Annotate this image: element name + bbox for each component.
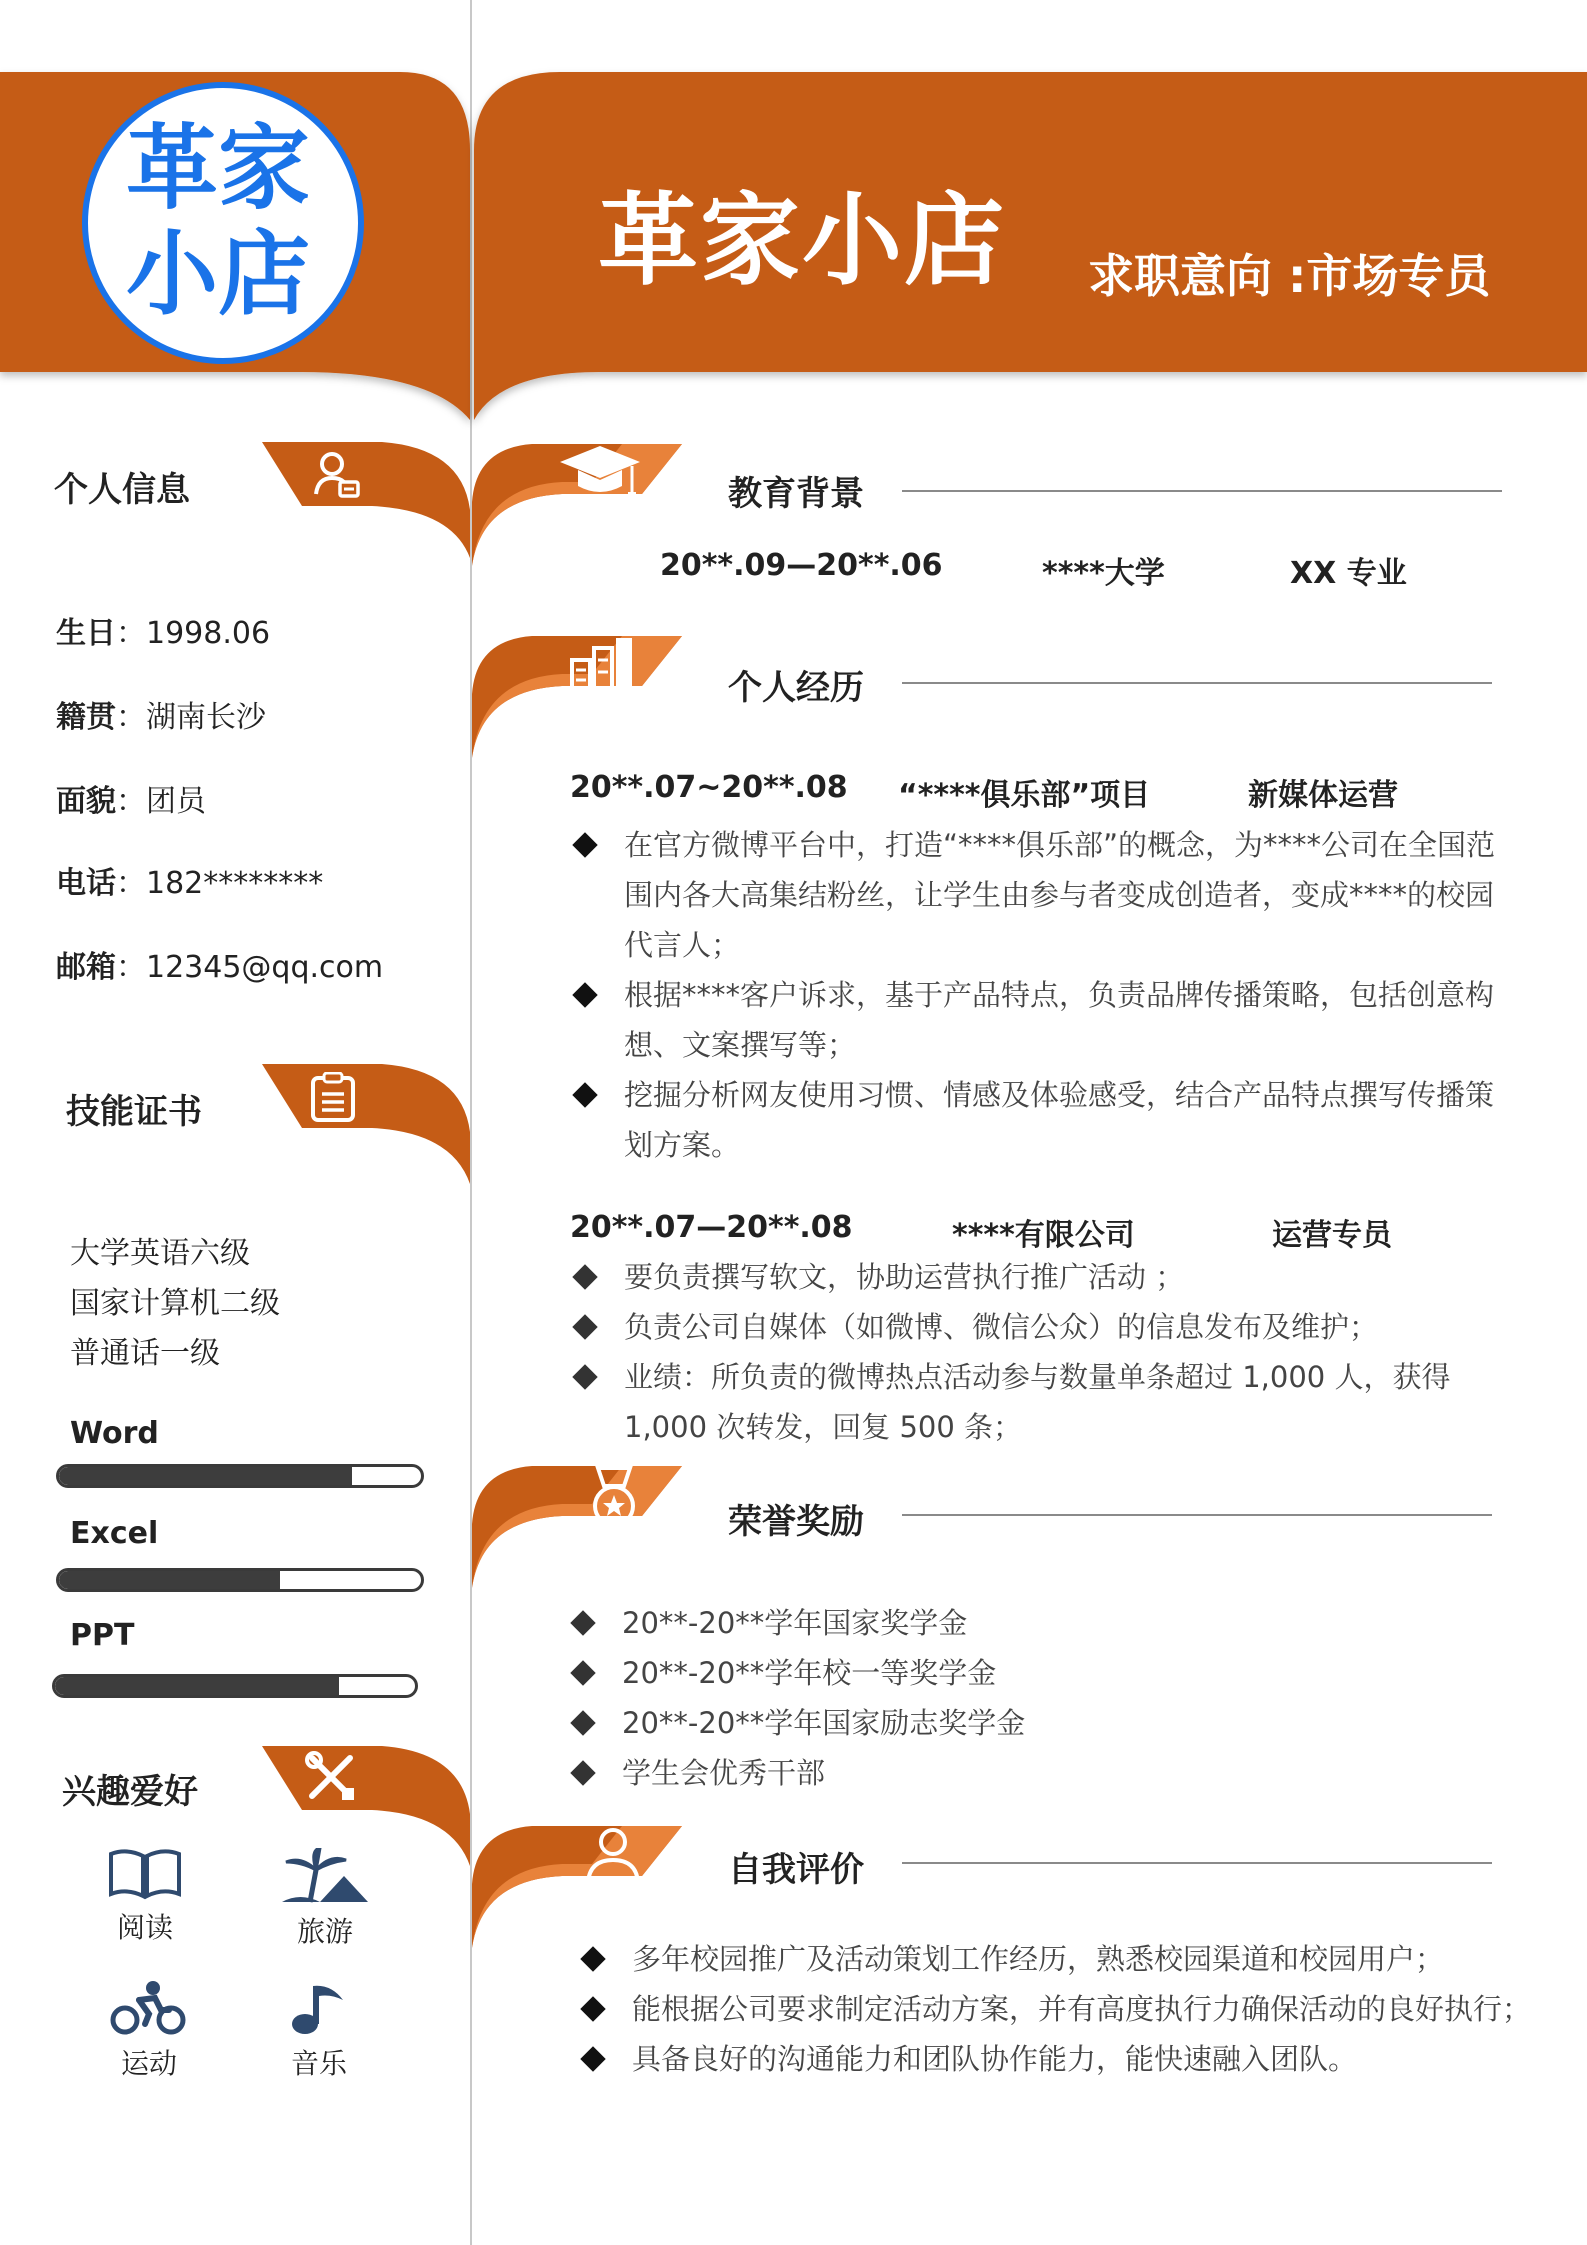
logo-circle bbox=[82, 82, 364, 364]
hobby-travel bbox=[270, 1848, 380, 1950]
diamond-bullet-icon bbox=[572, 982, 597, 1007]
info-label: 面貌 bbox=[56, 784, 116, 819]
section-title-self-eval: 自我评价 bbox=[728, 1850, 864, 1890]
diamond-bullet-icon bbox=[572, 832, 597, 857]
self-eval-text: 具备良好的沟通能力和团队协作能力，能快速融入团队。 bbox=[632, 2042, 1358, 2076]
section-title-skills: 技能证书 bbox=[66, 1092, 202, 1132]
buildings-icon bbox=[568, 636, 636, 698]
section-tab-honors bbox=[472, 1464, 686, 1590]
list-item bbox=[570, 1748, 1470, 1798]
bullet-text: 业绩：所负责的微博热点活动参与数量单条超过 1,000 人，获得 1,000 次转发，回复 500 条； bbox=[624, 1360, 1451, 1444]
list-item bbox=[572, 1352, 1512, 1452]
candidate-name: 革家小店 bbox=[598, 182, 1006, 299]
hobby-label: 音乐 bbox=[290, 2047, 347, 2080]
hobby-reading bbox=[90, 1848, 200, 1946]
self-eval-list bbox=[580, 1934, 1570, 2084]
list-item bbox=[572, 1302, 1512, 1352]
info-birthday bbox=[56, 608, 270, 652]
self-eval-text: 能根据公司要求制定活动方案，并有高度执行力确保活动的良好执行； bbox=[632, 1992, 1532, 2026]
skill-label-ppt: PPT bbox=[70, 1618, 135, 1653]
graduation-cap-icon bbox=[558, 442, 642, 506]
info-value: ：182******** bbox=[116, 866, 324, 901]
book-icon bbox=[107, 1848, 183, 1900]
job-intent: 求职意向 :市场专员 bbox=[1088, 249, 1491, 303]
diamond-bullet-icon bbox=[570, 1610, 595, 1635]
honor-text: 学生会优秀干部 bbox=[622, 1756, 826, 1790]
diamond-bullet-icon bbox=[570, 1710, 595, 1735]
bullet-text: 要负责撰写软文，协助运营执行推广活动 ； bbox=[624, 1260, 1185, 1294]
job-org: ****有限公司 bbox=[952, 1218, 1135, 1253]
list-item bbox=[570, 1598, 1470, 1648]
logo-text-bottom: 小店 bbox=[126, 220, 311, 328]
skill-bar-fill bbox=[59, 1467, 352, 1485]
cert-item: 国家计算机二级 bbox=[70, 1286, 280, 1321]
list-item bbox=[580, 2034, 1570, 2084]
job-bullet-list bbox=[572, 820, 1512, 1170]
diamond-bullet-icon bbox=[572, 1314, 597, 1339]
island-icon bbox=[280, 1848, 370, 1904]
medal-icon bbox=[590, 1466, 638, 1532]
info-value: ：团员 bbox=[116, 784, 206, 819]
section-title-experience: 个人经历 bbox=[728, 668, 864, 708]
job-period: 20**.07—20**.08 bbox=[570, 1210, 853, 1245]
skill-label-excel: Excel bbox=[70, 1516, 159, 1551]
person-icon bbox=[584, 1826, 642, 1886]
skill-bar-fill bbox=[55, 1677, 339, 1695]
user-badge-icon bbox=[310, 448, 364, 502]
edu-period: 20**.09—20**.06 bbox=[660, 548, 943, 583]
section-line bbox=[902, 682, 1492, 684]
job-role: 运营专员 bbox=[1272, 1218, 1392, 1253]
job-role: 新媒体运营 bbox=[1248, 778, 1398, 813]
honor-text: 20**-20**学年国家励志奖学金 bbox=[622, 1706, 1026, 1740]
info-email bbox=[56, 942, 383, 986]
info-label: 邮箱 bbox=[56, 950, 116, 985]
info-label: 生日 bbox=[56, 616, 116, 651]
edu-major: XX 专业 bbox=[1290, 556, 1407, 591]
list-item bbox=[570, 1648, 1470, 1698]
list-item bbox=[572, 970, 1512, 1070]
diamond-bullet-icon bbox=[580, 2046, 605, 2071]
honors-list bbox=[570, 1598, 1470, 1798]
info-phone bbox=[56, 858, 323, 902]
info-value: ：12345@qq.com bbox=[116, 950, 384, 985]
diamond-bullet-icon bbox=[570, 1760, 595, 1785]
edu-school: ****大学 bbox=[1042, 556, 1165, 591]
info-label: 电话 bbox=[56, 866, 116, 901]
clipboard-icon bbox=[310, 1072, 356, 1122]
section-tab-skills bbox=[262, 1062, 474, 1186]
skill-label-word: Word bbox=[70, 1416, 159, 1451]
skill-bar-ppt bbox=[52, 1674, 418, 1698]
section-tab-self-eval bbox=[472, 1824, 686, 1950]
section-tab-personal bbox=[262, 440, 474, 560]
info-political bbox=[56, 776, 206, 820]
hobby-label: 运动 bbox=[120, 2047, 177, 2080]
bullet-text: 根据****客户诉求，基于产品特点，负责品牌传播策略，包括创意构想、文案撰写等； bbox=[624, 978, 1495, 1062]
hobby-sports bbox=[94, 1980, 204, 2082]
job-org: “****俱乐部”项目 bbox=[898, 778, 1151, 813]
section-title-personal: 个人信息 bbox=[54, 470, 190, 510]
job-period: 20**.07~20**.08 bbox=[570, 770, 848, 805]
diamond-bullet-icon bbox=[572, 1264, 597, 1289]
section-title-honors: 荣誉奖励 bbox=[728, 1502, 864, 1542]
job-bullet-list bbox=[572, 1252, 1512, 1452]
skill-bar-fill bbox=[59, 1571, 280, 1589]
bullet-text: 负责公司自媒体（如微博、微信公众）的信息发布及维护； bbox=[624, 1310, 1379, 1344]
tools-icon bbox=[304, 1750, 358, 1804]
self-eval-text: 多年校园推广及活动策划工作经历，熟悉校园渠道和校园用户； bbox=[632, 1942, 1445, 1976]
section-line bbox=[902, 490, 1502, 492]
info-value: ：1998.06 bbox=[116, 616, 271, 651]
list-item bbox=[572, 820, 1512, 970]
list-item bbox=[572, 1252, 1512, 1302]
honor-text: 20**-20**学年校一等奖学金 bbox=[622, 1656, 997, 1690]
diamond-bullet-icon bbox=[570, 1660, 595, 1685]
section-title-education: 教育背景 bbox=[728, 474, 864, 514]
hobby-label: 旅游 bbox=[296, 1915, 353, 1948]
section-line bbox=[902, 1514, 1492, 1516]
section-line bbox=[902, 1862, 1492, 1864]
bullet-text: 在官方微博平台中，打造“****俱乐部”的概念，为****公司在全国范围内各大高集结粉丝，让学生由参与者变成创造者，变成****的校园代言人； bbox=[624, 828, 1496, 962]
list-item bbox=[572, 1070, 1512, 1170]
honor-text: 20**-20**学年国家奖学金 bbox=[622, 1606, 968, 1640]
list-item bbox=[580, 1934, 1570, 1984]
list-item bbox=[580, 1984, 1570, 2034]
skill-bar-excel bbox=[56, 1568, 424, 1592]
bullet-text: 挖掘分析网友使用习惯、情感及体验感受，结合产品特点撰写传播策划方案。 bbox=[624, 1078, 1495, 1162]
cert-item: 大学英语六级 bbox=[70, 1236, 250, 1271]
logo-text-top: 革家 bbox=[126, 114, 311, 222]
diamond-bullet-icon bbox=[580, 1996, 605, 2021]
info-label: 籍贯 bbox=[56, 700, 116, 735]
cert-item: 普通话一级 bbox=[70, 1336, 220, 1371]
diamond-bullet-icon bbox=[572, 1082, 597, 1107]
diamond-bullet-icon bbox=[580, 1946, 605, 1971]
section-title-hobbies: 兴趣爱好 bbox=[62, 1772, 198, 1812]
hobby-label: 阅读 bbox=[116, 1911, 173, 1944]
info-hometown bbox=[56, 692, 266, 736]
hobby-music bbox=[264, 1980, 374, 2082]
music-note-icon bbox=[287, 1980, 351, 2036]
skill-bar-word bbox=[56, 1464, 424, 1488]
diamond-bullet-icon bbox=[572, 1364, 597, 1389]
cycling-icon bbox=[109, 1980, 189, 2036]
info-value: ：湖南长沙 bbox=[116, 700, 266, 735]
list-item bbox=[570, 1698, 1470, 1748]
